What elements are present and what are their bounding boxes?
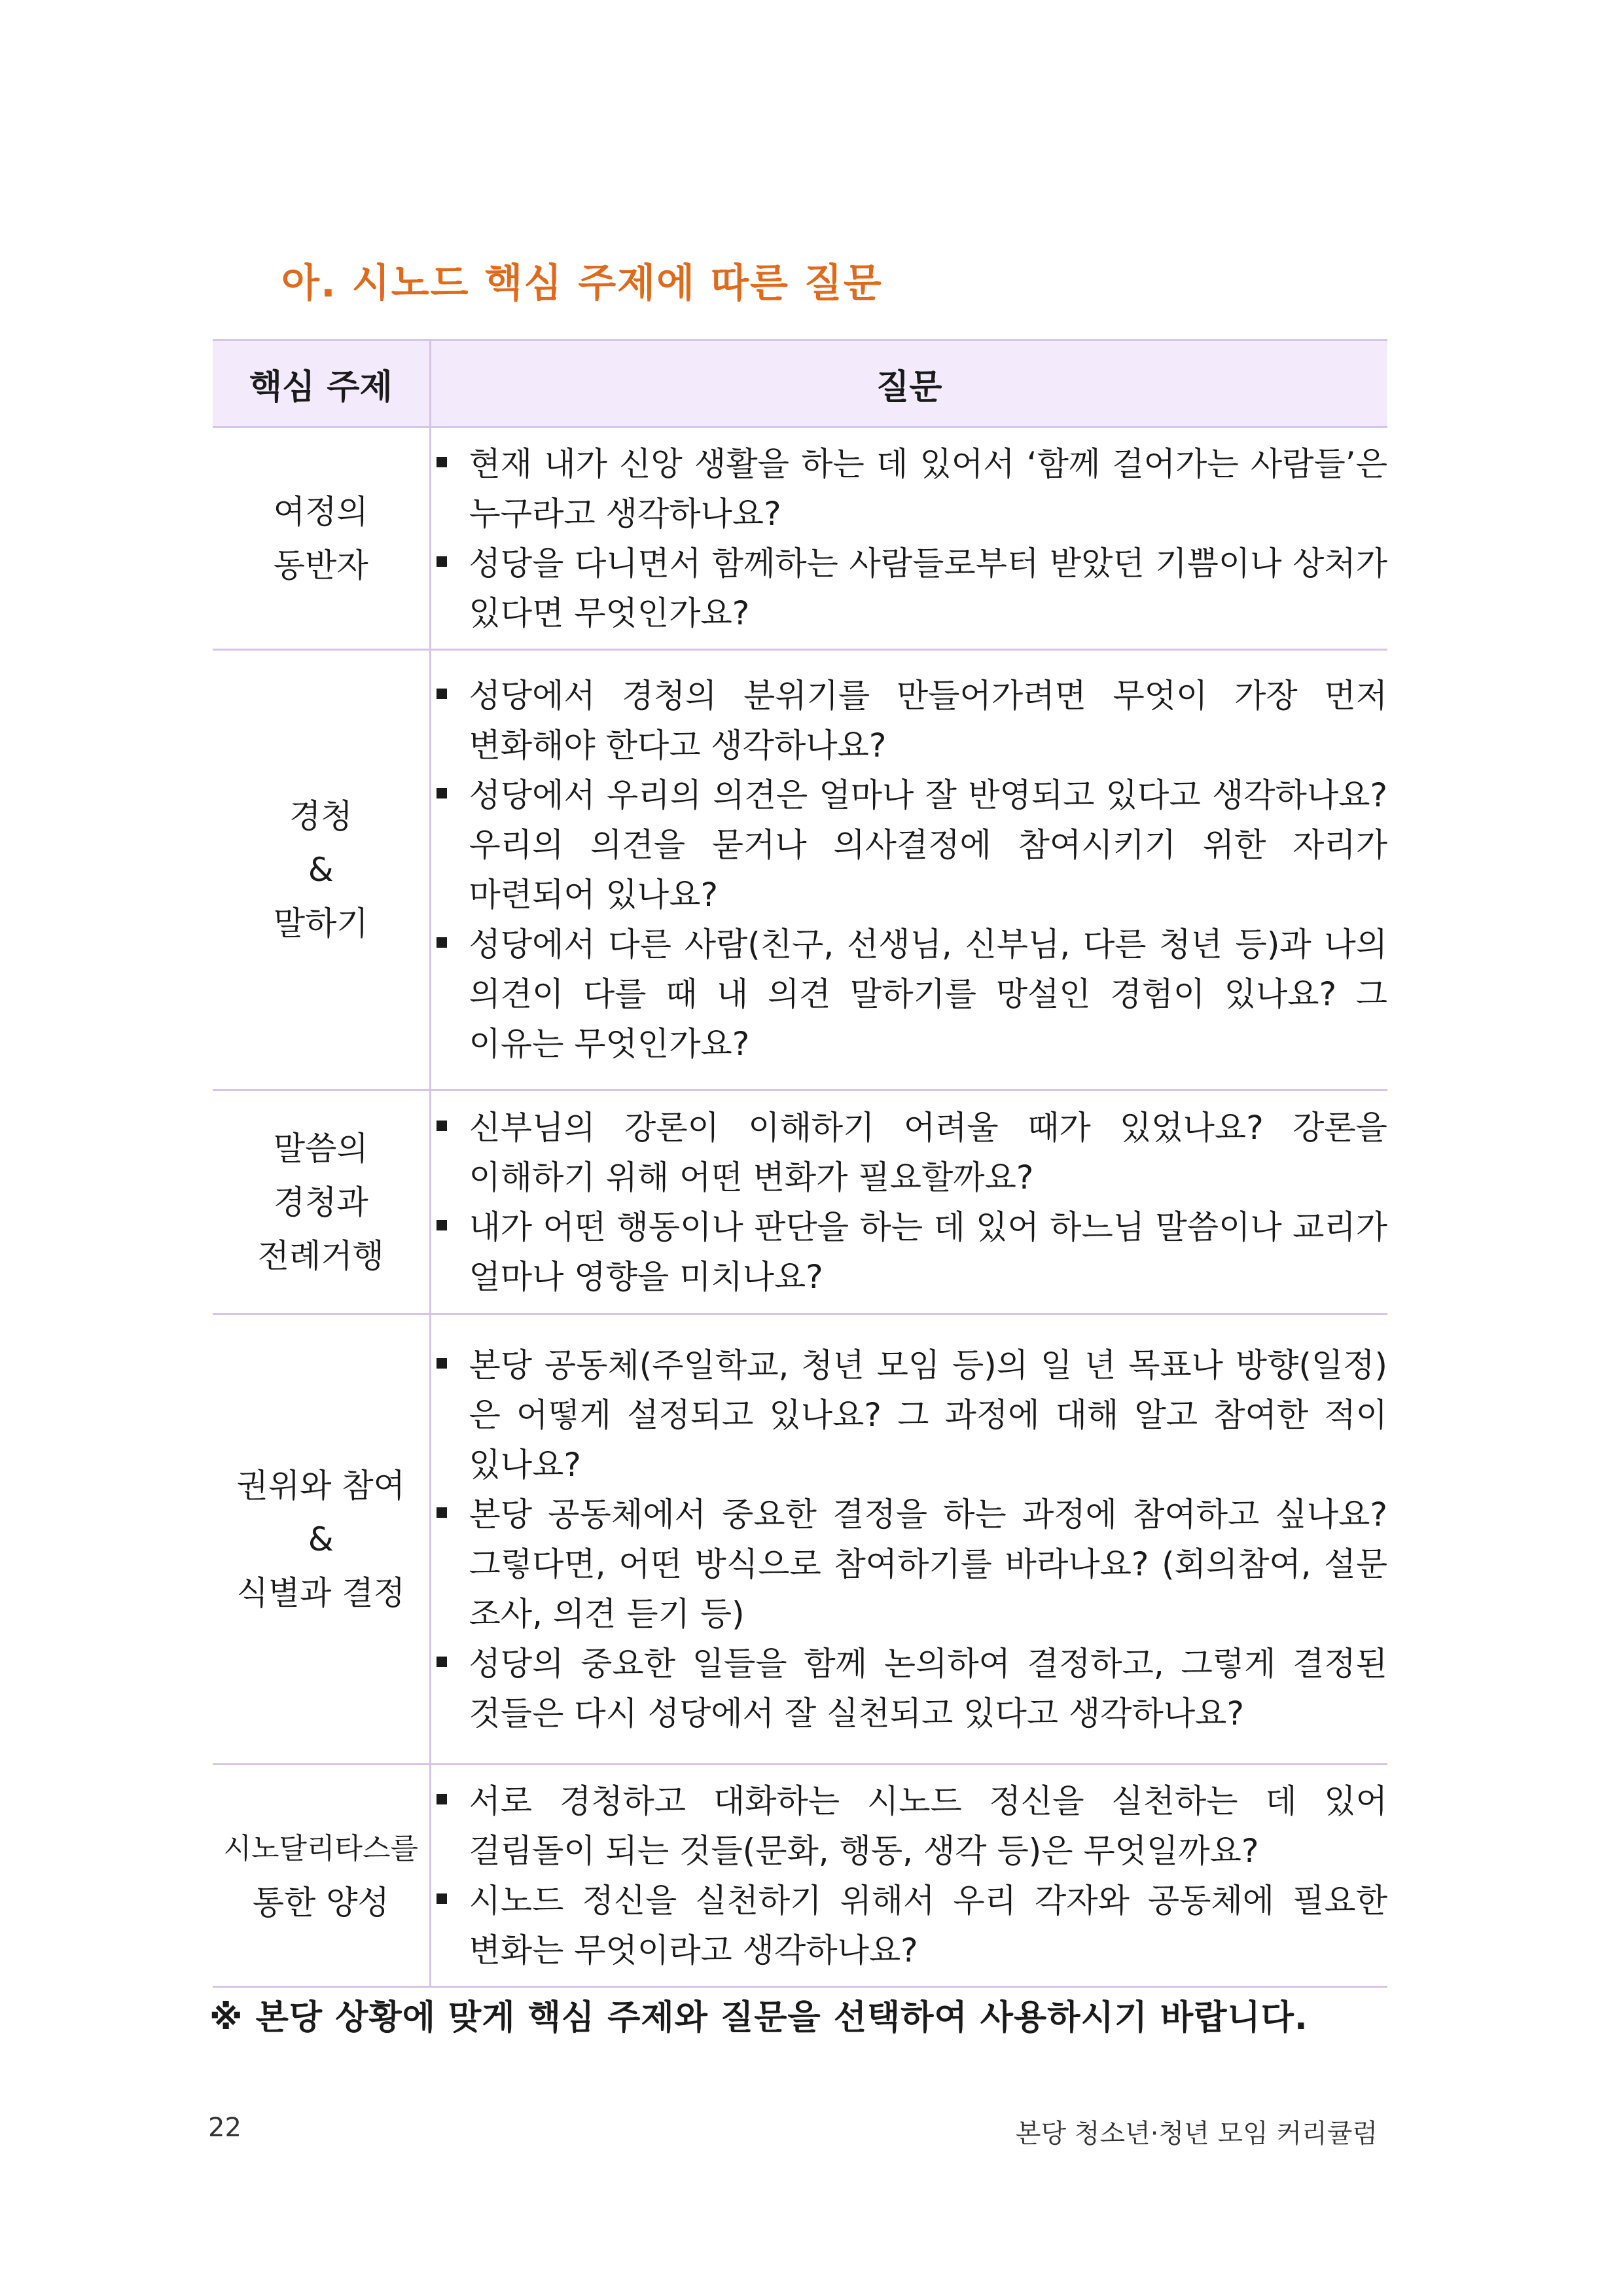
topic-line: 시노달리타스를	[223, 1831, 419, 1865]
table-header-row	[213, 340, 1387, 427]
table-row	[213, 1765, 1387, 1987]
topic-cell	[213, 1765, 430, 1987]
question-item: 본당 공동체(주일학교, 청년 모임 등)의 일 년 목표나 방향(일정)은 어떻게 설정되고 있나요? 그 과정에 대해 알고 참여한 적이 있나요?	[431, 1340, 1388, 1490]
question-item: 신부님의 강론이 이해하기 어려울 때가 있었나요? 강론을 이해하기 위해 어떤 변화가 필요할까요?	[431, 1103, 1388, 1202]
question-item: 내가 어떤 행동이나 판단을 하는 데 있어 하느님 말씀이나 교리가 얼마나 영향을 미치나요?	[431, 1202, 1388, 1302]
topic-line: 식별과 결정	[236, 1573, 405, 1612]
question-item: 본당 공동체에서 중요한 결정을 하는 과정에 참여하고 싶나요? 그렇다면, 어떤 방식으로 참여하기를 바라나요? (회의참여, 설문 조사, 의견 듣기 등)	[431, 1490, 1388, 1639]
header-topic: 핵심 주제	[213, 340, 430, 427]
questions-cell	[430, 1090, 1387, 1314]
topic-line: 여정의	[273, 492, 368, 531]
table-row	[213, 1314, 1387, 1765]
topic-cell	[213, 427, 430, 650]
topic-line: 통한 양성	[252, 1883, 389, 1922]
table-row	[213, 1090, 1387, 1314]
topic-line: &	[308, 851, 334, 889]
section-title: 아. 시노드 핵심 주제에 따른 질문	[281, 260, 883, 306]
questions-cell	[430, 1314, 1387, 1765]
questions-cell	[430, 427, 1387, 650]
page-number: 22	[208, 2113, 241, 2143]
topic-line: 경청과	[273, 1183, 368, 1221]
topic-line: 경청	[289, 797, 353, 835]
table-row	[213, 650, 1387, 1090]
question-item: 성당의 중요한 일들을 함께 논의하여 결정하고, 그렇게 결정된 것들은 다시 성당에서 잘 실천되고 있다고 생각하나요?	[431, 1639, 1388, 1738]
topic-cell	[213, 1314, 430, 1765]
table-row	[213, 427, 1387, 650]
question-item: 성당을 다니면서 함께하는 사람들로부터 받았던 기쁨이나 상처가 있다면 무엇인가요?	[431, 539, 1388, 638]
question-item: 시노드 정신을 실천하기 위해서 우리 각자와 공동체에 필요한 변화는 무엇이라고 생각하나요?	[431, 1876, 1388, 1975]
header-questions: 질문	[430, 340, 1387, 427]
usage-note: ※ 본당 상황에 맞게 핵심 주제와 질문을 선택하여 사용하시기 바랍니다.	[209, 1998, 1308, 2037]
question-item: 서로 경청하고 대화하는 시노드 정신을 실천하는 데 있어 걸림돌이 되는 것들(문화, 행동, 생각 등)은 무엇일까요?	[431, 1776, 1388, 1876]
question-item: 성당에서 우리의 의견은 얼마나 잘 반영되고 있다고 생각하나요? 우리의 의견을 묻거나 의사결정에 참여시키기 위한 자리가 마련되어 있나요?	[431, 770, 1388, 920]
topic-line: 전례거행	[257, 1236, 384, 1275]
question-item: 현재 내가 신앙 생활을 하는 데 있어서 ‘함께 걸어가는 사람들’은 누구라고 생각하나요?	[431, 439, 1388, 539]
topic-line: &	[308, 1520, 334, 1558]
question-item: 성당에서 다른 사람(친구, 선생님, 신부님, 다른 청년 등)과 나의 의견이 다를 때 내 의견 말하기를 망설인 경험이 있나요? 그 이유는 무엇인가요?	[431, 920, 1388, 1069]
topic-question-table	[213, 339, 1387, 1988]
topic-line: 권위와 참여	[236, 1466, 405, 1505]
questions-cell	[430, 650, 1387, 1090]
questions-cell	[430, 1765, 1387, 1987]
footer-title: 본당 청소년·청년 모임 커리큘럼	[1015, 2119, 1378, 2149]
topic-cell	[213, 1090, 430, 1314]
topic-line: 말씀의	[273, 1129, 368, 1168]
topic-line: 말하기	[273, 905, 368, 942]
topic-cell	[213, 650, 430, 1090]
question-item: 성당에서 경청의 분위기를 만들어가려면 무엇이 가장 먼저 변화해야 한다고 생각하나요?	[431, 671, 1388, 770]
topic-line: 동반자	[273, 546, 368, 584]
